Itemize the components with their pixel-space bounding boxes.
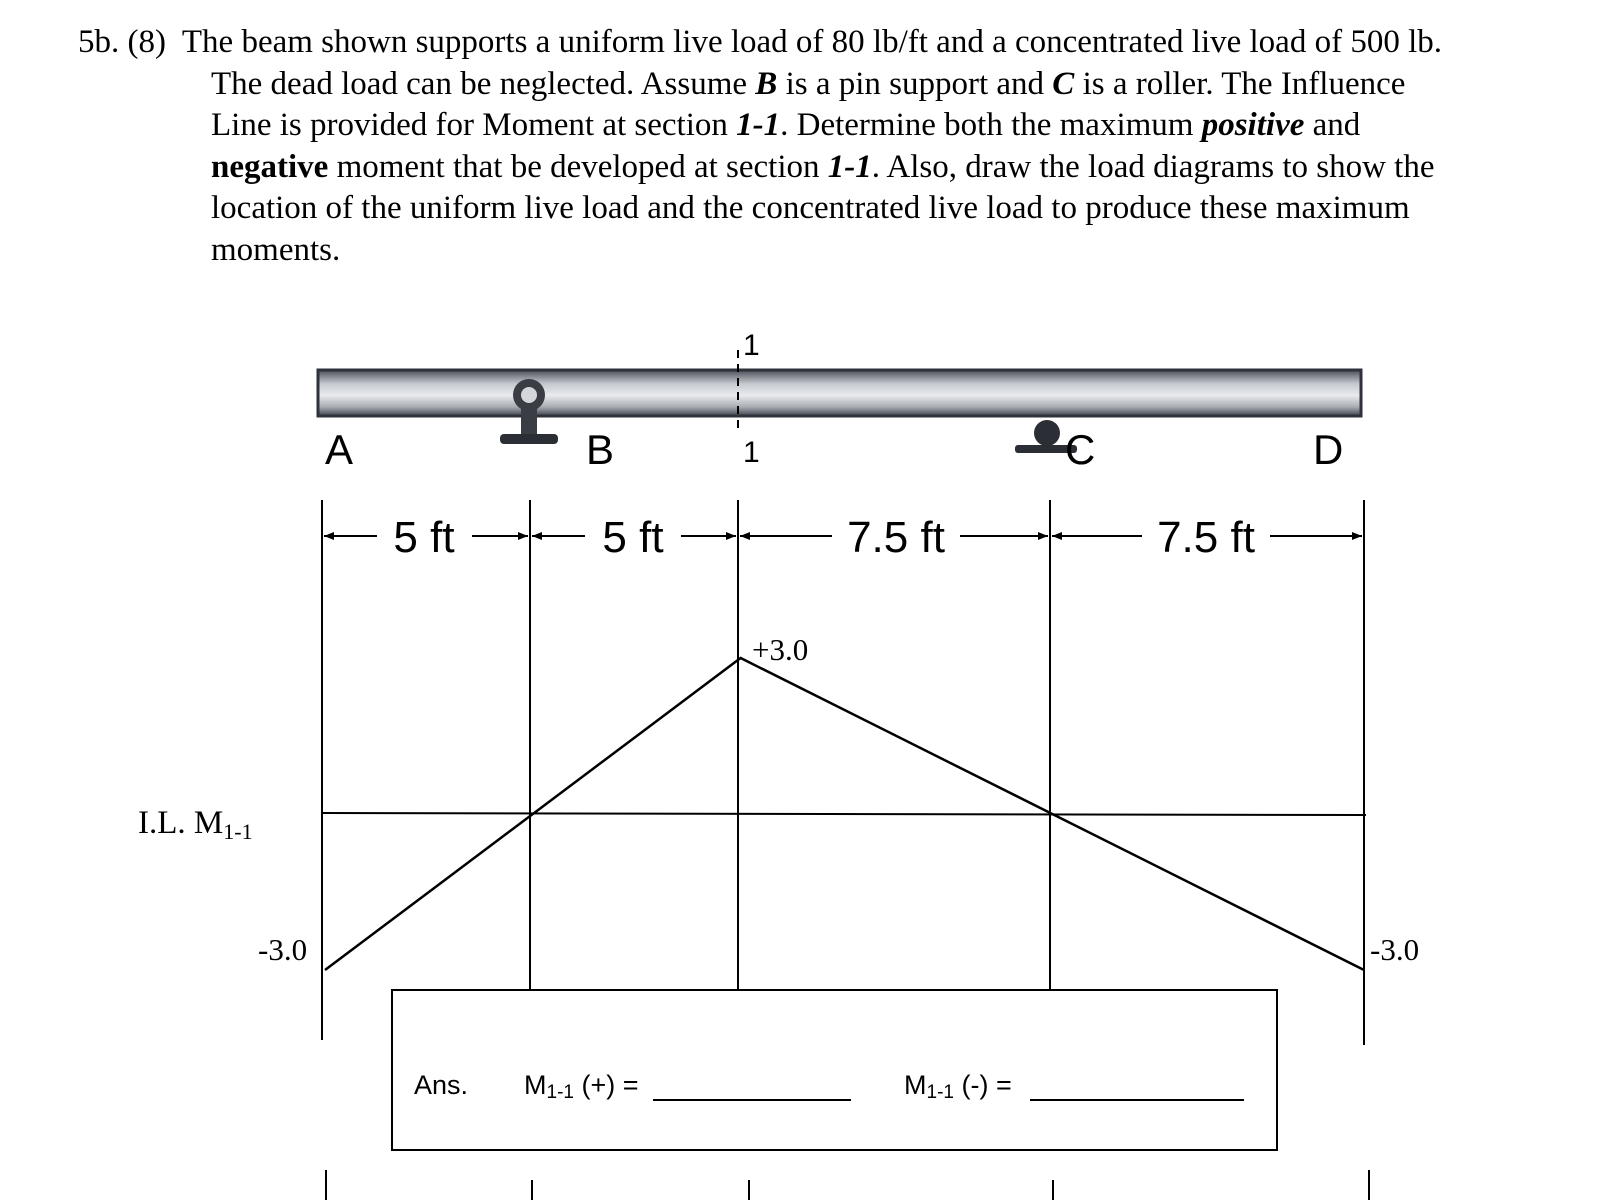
problem-text-3c: and	[1304, 107, 1361, 143]
dimension-4	[1052, 513, 1362, 562]
section-label-bottom: 1	[743, 436, 760, 469]
section-label-2: 1-1	[827, 148, 872, 185]
il-baseline	[322, 813, 1366, 815]
il-peak-label: +3.0	[752, 632, 809, 667]
problem-number: 5b. (8)	[78, 24, 166, 60]
section-label-top: 1	[743, 329, 760, 362]
problem-text-3b: . Determine both the maximum	[780, 107, 1202, 143]
negative-word: negative	[211, 148, 329, 185]
problem-text-4b: . Also, draw the load diagrams to show the	[871, 148, 1435, 185]
problem-text-3a: Line is provided for Moment at section	[211, 107, 737, 143]
section-label-1: 1-1	[736, 107, 781, 143]
il-right-label: -3.0	[1370, 932, 1420, 967]
problem-text-4a: moment that be developed at section	[328, 148, 828, 185]
beam	[318, 370, 1361, 416]
dimension-2	[532, 513, 736, 562]
problem-text-6: moments.	[211, 231, 341, 268]
point-label-b: B	[586, 426, 615, 473]
answer-negative-label: M1-1 (-) =	[904, 1070, 1012, 1103]
dimension-3	[740, 513, 1048, 562]
dimension-label-1: 5 ft	[393, 513, 455, 562]
problem-text-5: location of the uniform live load and the concentrated live load to produce these maximum	[211, 190, 1410, 226]
problem-text-2c: is a roller. The Influence	[1074, 65, 1406, 102]
il-left-label: -3.0	[258, 932, 308, 967]
pin-label: B	[755, 65, 778, 102]
problem-text-2a: The dead load can be neglected. Assume	[211, 65, 756, 102]
il-title: I.L. M1-1	[138, 805, 253, 844]
problem-text-2b: is a pin support and	[777, 65, 1053, 102]
positive-word: positive	[1201, 107, 1305, 143]
point-label-a: A	[325, 426, 354, 473]
dimension-label-2: 5 ft	[602, 513, 664, 562]
ans-label: Ans.	[414, 1070, 469, 1100]
answer-positive-label: M1-1 (+) =	[524, 1070, 639, 1103]
problem-text-1: The beam shown supports a uniform live load of 80 lb/ft and a concentrated live load of 500 lb.	[181, 24, 1442, 60]
dimension-label-3: 7.5 ft	[847, 513, 945, 562]
point-label-d: D	[1313, 426, 1344, 473]
dimension-1	[324, 513, 528, 562]
roller-label: C	[1052, 65, 1075, 102]
point-label-c: C	[1065, 426, 1096, 473]
dimension-label-4: 7.5 ft	[1157, 513, 1255, 562]
